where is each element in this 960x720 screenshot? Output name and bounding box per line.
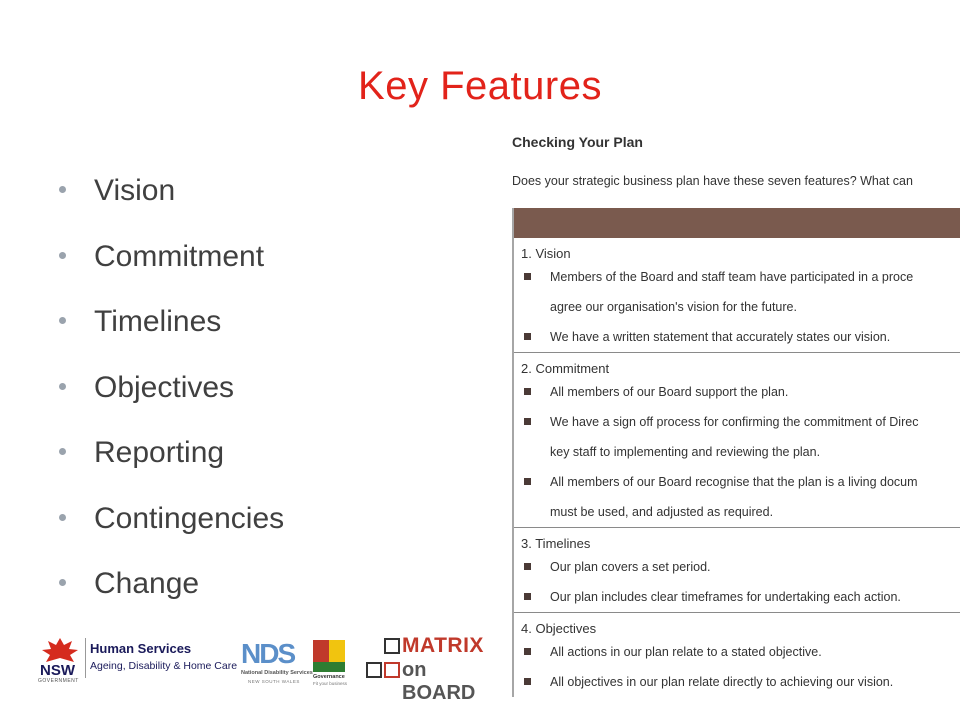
footer-logos	[0, 628, 500, 704]
feature-item	[56, 498, 284, 564]
bullet-dot-icon	[59, 252, 66, 259]
square-bullet-icon	[524, 388, 531, 395]
square-bullet-icon	[524, 563, 531, 570]
matrix-square-icon	[384, 638, 400, 654]
checklist-section-title: 1. Vision	[521, 246, 571, 261]
checklist-item	[514, 497, 960, 527]
checklist-item-text: Our plan includes clear timeframes for undertaking each action.	[550, 590, 901, 604]
feature-label: Timelines	[94, 305, 222, 338]
square-bullet-icon	[524, 478, 531, 485]
checklist-item	[514, 467, 960, 497]
governance-logo-subtext: Fit your business	[313, 681, 348, 686]
checklist-item-text: We have a sign off process for confirming the commitment of Direc	[550, 415, 919, 429]
matrix-logo-subtext: on BOARD	[402, 659, 476, 704]
square-bullet-icon	[524, 593, 531, 600]
checklist-item-text: All members of our Board support the plan.	[550, 385, 789, 399]
checklist-item	[514, 322, 960, 352]
checklist-section	[514, 238, 960, 352]
nds-logo-region: NEW SOUTH WALES	[248, 679, 300, 684]
checklist-item-text: Our plan covers a set period.	[550, 560, 711, 574]
matrix-square-icon	[366, 662, 382, 678]
nsw-logo-subtext: GOVERNMENT	[38, 678, 79, 684]
checklist-section-title: 4. Objectives	[521, 621, 597, 636]
square-bullet-icon	[524, 648, 531, 655]
feature-item	[56, 432, 284, 498]
checklist-item	[514, 552, 960, 582]
bullet-dot-icon	[59, 317, 66, 324]
checklist-image	[500, 126, 960, 720]
checklist-item-text: All members of our Board recognise that the plan is a living docum	[550, 475, 918, 489]
feature-label: Reporting	[94, 436, 225, 469]
square-bullet-icon	[524, 418, 531, 425]
slide-title: Key Features	[358, 64, 602, 108]
checklist-item-text: Members of the Board and staff team have participated in a proce	[550, 270, 914, 284]
checklist-intro: Does your strategic business plan have these seven features? What can	[512, 174, 913, 188]
checklist-item	[514, 377, 960, 407]
checklist-section-title: 3. Timelines	[521, 536, 591, 551]
bullet-dot-icon	[59, 514, 66, 521]
feature-item	[56, 301, 284, 367]
checklist-section	[514, 527, 960, 612]
checklist-item-text: All actions in our plan relate to a stated objective.	[550, 645, 822, 659]
checklist-section	[514, 612, 960, 697]
feature-label: Change	[94, 567, 200, 600]
checklist-item-text: agree our organisation's vision for the future.	[550, 300, 797, 314]
checklist-item	[514, 262, 960, 292]
waratah-logo-icon	[38, 636, 82, 664]
bullet-dot-icon	[59, 448, 66, 455]
checklist-table	[512, 208, 960, 697]
feature-list	[56, 170, 284, 629]
nsw-logo-text: NSW	[40, 662, 75, 679]
feature-item	[56, 170, 284, 236]
logo-divider	[85, 638, 86, 678]
feature-label: Vision	[94, 174, 176, 207]
human-services-title: Human Services	[90, 641, 192, 656]
nds-logo: NDS	[241, 638, 295, 669]
bullet-dot-icon	[59, 383, 66, 390]
checklist-item-text: We have a written statement that accurately states our vision.	[550, 330, 891, 344]
bullet-dot-icon	[59, 186, 66, 193]
checklist-title: Checking Your Plan	[512, 134, 643, 150]
feature-label: Objectives	[94, 370, 235, 404]
feature-label: Commitment	[94, 239, 265, 273]
bullet-dot-icon	[59, 579, 66, 586]
checklist-table-header	[514, 208, 960, 238]
feature-label: Contingencies	[94, 501, 285, 535]
checklist-item-text: key staff to implementing and reviewing the plan.	[550, 445, 821, 459]
square-bullet-icon	[524, 333, 531, 340]
matrix-logo-text: MATRIX	[402, 634, 484, 657]
checklist-item	[514, 437, 960, 467]
feature-item	[56, 367, 284, 433]
checklist-section	[514, 352, 960, 527]
checklist-item	[514, 637, 960, 667]
governance-logo-text: Governance	[313, 674, 345, 680]
square-bullet-icon	[524, 678, 531, 685]
checklist-item	[514, 582, 960, 612]
checklist-item-text: All objectives in our plan relate directly to achieving our vision.	[550, 675, 894, 689]
matrix-square-icon	[384, 662, 400, 678]
human-services-subtitle: Ageing, Disability & Home Care	[90, 660, 238, 672]
square-bullet-icon	[524, 273, 531, 280]
feature-item	[56, 236, 284, 302]
nds-logo-subtext: National Disability Services	[241, 670, 313, 676]
checklist-item-text: must be used, and adjusted as required.	[550, 505, 774, 519]
checklist-section-title: 2. Commitment	[521, 361, 610, 376]
checklist-item	[514, 667, 960, 697]
governance-logo-icon	[313, 640, 345, 672]
feature-item	[56, 563, 284, 629]
checklist-item	[514, 407, 960, 437]
checklist-item	[514, 292, 960, 322]
